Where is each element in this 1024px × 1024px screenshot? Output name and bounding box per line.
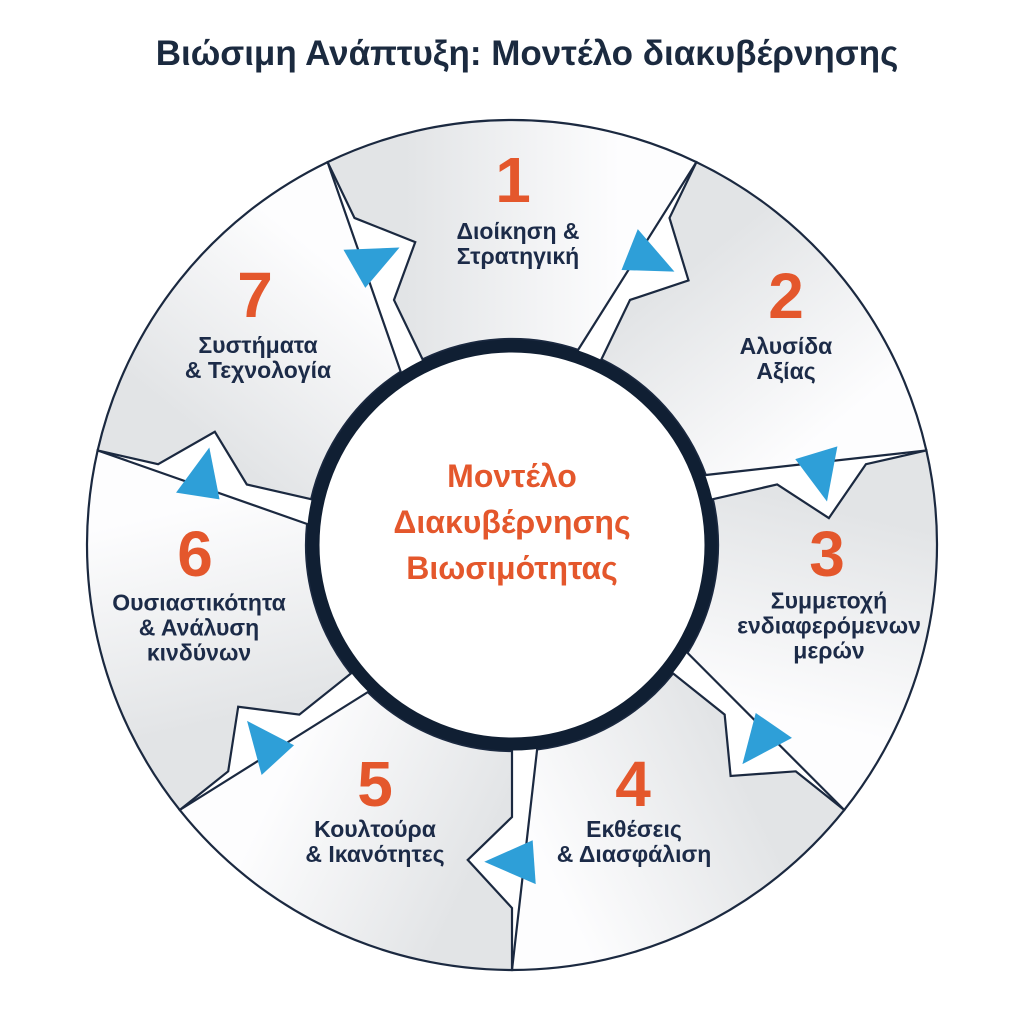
flow-arrow-icon: [484, 840, 535, 884]
segment-number-2: 2: [768, 260, 804, 332]
segment-number-7: 7: [237, 259, 273, 331]
segment-number-1: 1: [495, 144, 531, 216]
segment-label-1: Διοίκηση & Στρατηγική: [456, 218, 580, 269]
page-title: Βιώσιμη Ανάπτυξη: Μοντέλο διακυβέρνησης: [155, 34, 899, 73]
segment-number-3: 3: [809, 518, 845, 590]
segment-label-6: Ουσιαστικότητα & Ανάλυση κινδύνων: [112, 589, 286, 666]
center-hub-label: Μοντέλο Διακυβέρνησης Βιωσιμότητας: [393, 458, 631, 586]
segment-label-3: Συμμετοχή ενδιαφερόμενων μερών: [737, 587, 921, 664]
segment-label-7: Συστήματα & Τεχνολογία: [184, 332, 332, 383]
segment-label-5: Κουλτούρα & Ικανότητες: [305, 816, 445, 867]
segment-number-5: 5: [357, 748, 393, 820]
segment-label-4: Εκθέσεις & Διασφάλιση: [556, 816, 712, 867]
segment-number-4: 4: [615, 748, 651, 820]
center-hub-circle: [313, 346, 711, 744]
flow-arrow-icon: [176, 447, 219, 499]
segment-label-2: Αλυσίδα Αξίας: [739, 333, 833, 384]
segment-number-6: 6: [177, 518, 213, 590]
